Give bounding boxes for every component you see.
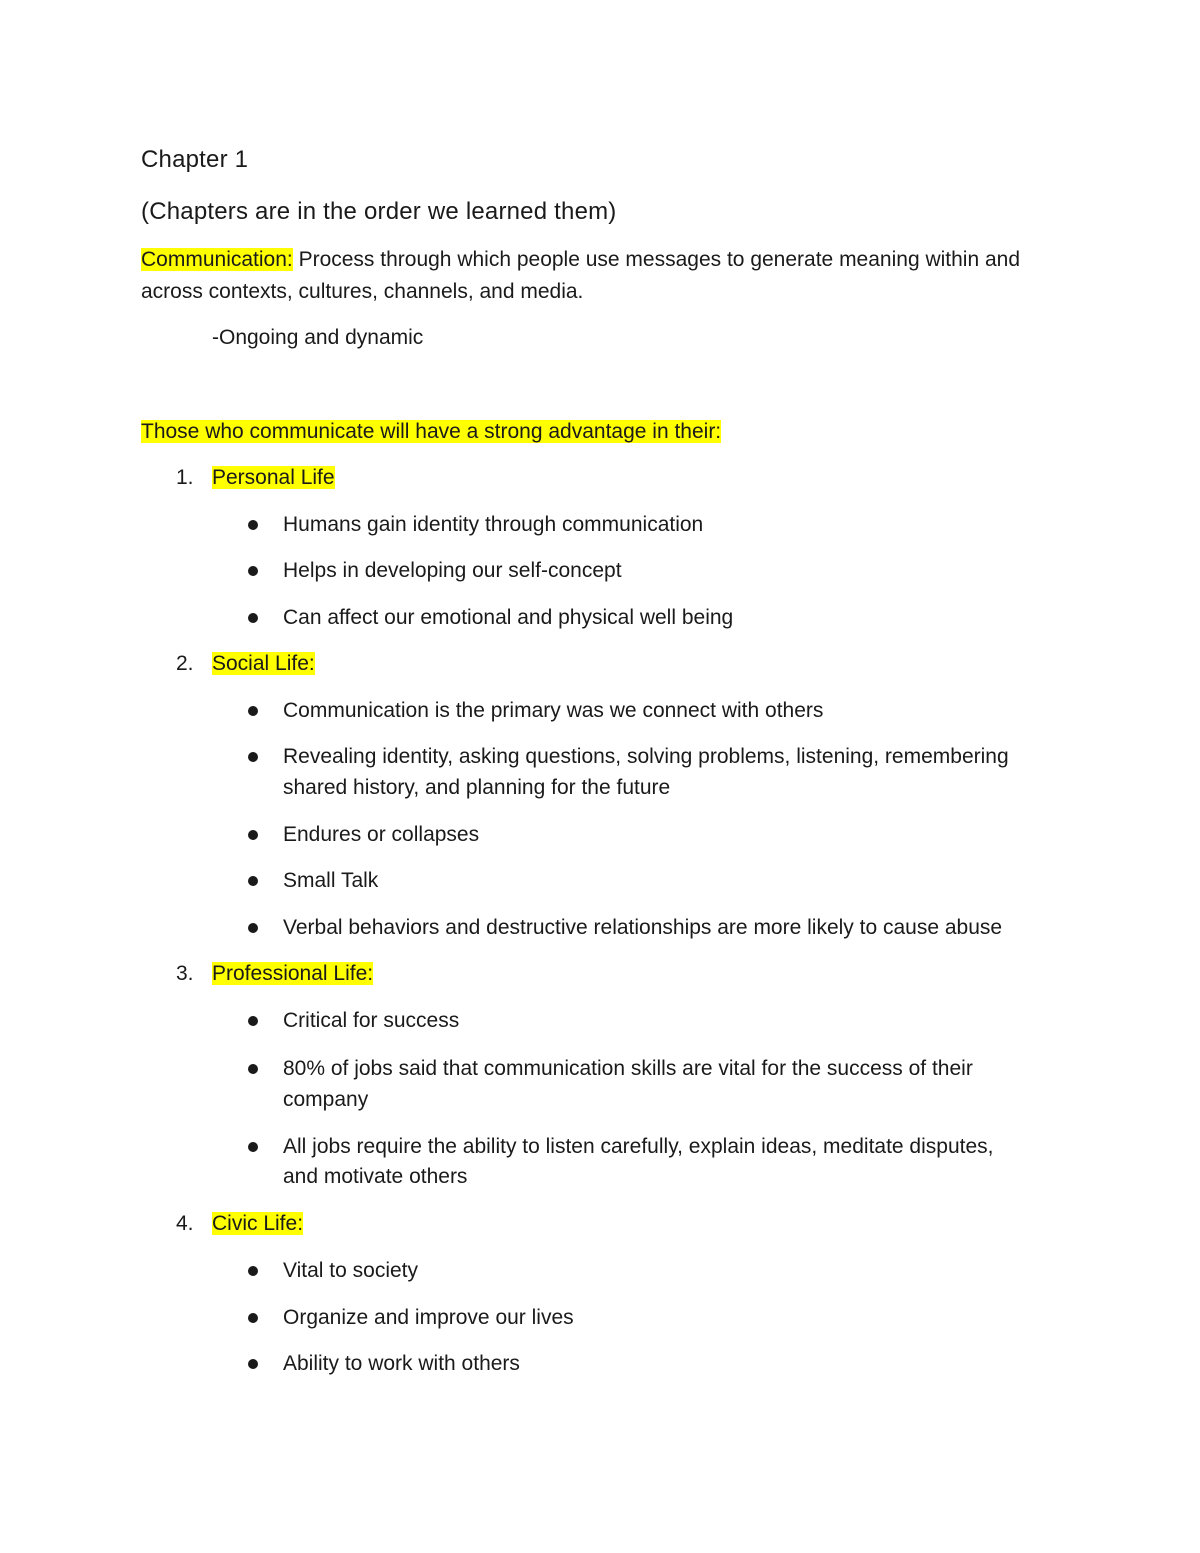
list-item: Organize and improve our lives bbox=[283, 1306, 574, 1329]
definition-note: -Ongoing and dynamic bbox=[212, 326, 424, 349]
bullet-icon bbox=[248, 613, 258, 623]
bullet-icon bbox=[248, 520, 258, 530]
section-number: 3. bbox=[176, 962, 194, 985]
section-label-personal-life: Personal Life bbox=[212, 466, 335, 489]
section-label-professional-life: Professional Life: bbox=[212, 962, 374, 985]
bullet-icon bbox=[248, 1359, 258, 1369]
list-item: All jobs require the ability to listen carefully, explain ideas, meditate disputes, bbox=[283, 1135, 994, 1158]
advantage-heading: Those who communicate will have a strong advantage in their: bbox=[141, 420, 722, 443]
list-item: Helps in developing our self-concept bbox=[283, 559, 622, 582]
bullet-icon bbox=[248, 1064, 258, 1074]
list-item: Endures or collapses bbox=[283, 823, 480, 846]
bullet-icon bbox=[248, 566, 258, 576]
list-item: Critical for success bbox=[283, 1009, 460, 1032]
bullet-icon bbox=[248, 752, 258, 762]
section-number: 1. bbox=[176, 466, 194, 489]
page-title: Chapter 1 bbox=[141, 146, 249, 173]
list-item: Humans gain identity through communication bbox=[283, 513, 704, 536]
bullet-icon bbox=[248, 1142, 258, 1152]
list-item-continuation: shared history, and planning for the future bbox=[283, 776, 671, 799]
bullet-icon bbox=[248, 830, 258, 840]
list-item: Verbal behaviors and destructive relationships are more likely to cause abuse bbox=[283, 916, 1003, 939]
bullet-icon bbox=[248, 1266, 258, 1276]
list-item: Small Talk bbox=[283, 869, 379, 892]
list-item-continuation: and motivate others bbox=[283, 1165, 468, 1188]
bullet-icon bbox=[248, 876, 258, 886]
list-item: Ability to work with others bbox=[283, 1352, 520, 1375]
definition-term: Communication: bbox=[141, 248, 293, 271]
list-item: 80% of jobs said that communication skills are vital for the success of their bbox=[283, 1057, 973, 1080]
section-number: 4. bbox=[176, 1212, 194, 1235]
list-item: Communication is the primary was we connect with others bbox=[283, 699, 824, 722]
section-label-social-life: Social Life: bbox=[212, 652, 315, 675]
definition-text-1: Process through which people use messages to generate meaning within and bbox=[292, 248, 1021, 271]
definition-line-2: across contexts, cultures, channels, and media. bbox=[141, 280, 584, 303]
section-label-civic-life: Civic Life: bbox=[212, 1212, 304, 1235]
page-subtitle: (Chapters are in the order we learned them) bbox=[141, 198, 617, 225]
list-item: Can affect our emotional and physical well being bbox=[283, 606, 734, 629]
list-item: Vital to society bbox=[283, 1259, 419, 1282]
list-item: Revealing identity, asking questions, solving problems, listening, remembering bbox=[283, 745, 1009, 768]
section-number: 2. bbox=[176, 652, 194, 675]
bullet-icon bbox=[248, 1313, 258, 1323]
bullet-icon bbox=[248, 923, 258, 933]
list-item-continuation: company bbox=[283, 1088, 369, 1111]
definition-line-1 bbox=[141, 246, 1020, 274]
bullet-icon bbox=[248, 706, 258, 716]
bullet-icon bbox=[248, 1016, 258, 1026]
